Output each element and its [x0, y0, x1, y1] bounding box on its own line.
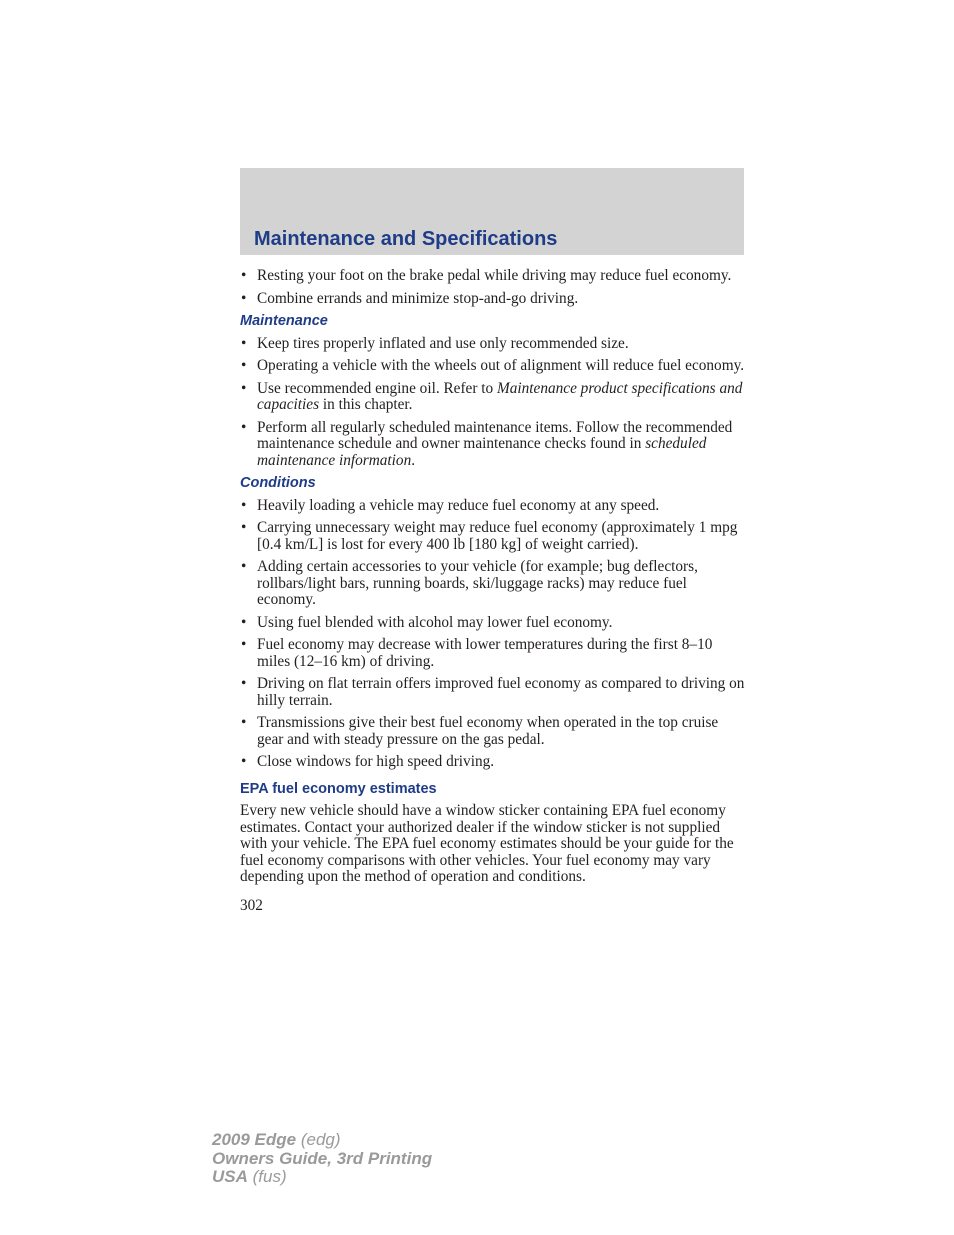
document-footer	[212, 1131, 432, 1187]
conditions-heading: Conditions	[240, 475, 316, 491]
list-item: • Resting your foot on the brake pedal while driving may reduce fuel economy.	[240, 268, 746, 285]
text-span: Use recommended engine oil. Refer to	[257, 379, 497, 397]
section-header-band	[240, 168, 744, 255]
list-item: • Using fuel blended with alcohol may lower fuel economy.	[240, 615, 746, 632]
cross-reference: Maintenance product specifications and capacities	[257, 379, 743, 413]
page-content	[240, 268, 746, 914]
footer-line: Owners Guide, 3rd Printing	[212, 1148, 433, 1168]
list-item: • Carrying unnecessary weight may reduce fuel economy (approximately 1 mpg [0.4 km/L] is lost for every 400 lb [180 kg] of weight carried).	[240, 520, 746, 553]
list-item: • Driving on flat terrain offers improved fuel economy as compared to driving on hilly terrain.	[240, 676, 746, 709]
text-span: .	[411, 451, 416, 469]
market-code: (fus)	[247, 1167, 287, 1186]
list-item: • Transmissions give their best fuel economy when operated in the top cruise gear and with steady pressure on the gas pedal.	[240, 715, 746, 748]
text-span: in this chapter.	[319, 396, 413, 413]
list-item: • Keep tires properly inflated and use only recommended size.	[240, 336, 746, 353]
list-item: • Combine errands and minimize stop-and-go driving.	[240, 291, 746, 308]
list-item	[240, 381, 746, 414]
footer-line	[212, 1168, 432, 1187]
maintenance-bullet-list	[240, 336, 746, 470]
model-code: (edg)	[296, 1130, 341, 1149]
conditions-bullet-list	[240, 498, 746, 771]
list-item	[240, 420, 746, 470]
market-name: USA	[212, 1167, 248, 1186]
page-number: 302	[240, 896, 263, 914]
intro-bullet-list	[240, 268, 746, 307]
text-span: Perform all regularly scheduled maintenance items. Follow the recommended maintenance schedule and owner maintenance checks found in	[257, 418, 733, 452]
list-item: • Close windows for high speed driving.	[240, 754, 746, 771]
epa-heading: EPA fuel economy estimates	[240, 780, 437, 797]
epa-paragraph: Every new vehicle should have a window sticker containing EPA fuel economy estimates. Contact your authorized dealer if the window sticker is not supplied with your vehicle. The EPA fuel economy estimates should be your guide for the fuel economy comparisons with other vehicles. Your fuel economy may vary depending upon the method of operation and conditions.	[240, 802, 734, 885]
list-item: • Fuel economy may decrease with lower temperatures during the first 8–10 miles (12–16 km) of driving.	[240, 637, 746, 670]
section-title: Maintenance and Specifications	[254, 228, 558, 250]
footer-line	[212, 1131, 432, 1150]
list-item: • Adding certain accessories to your vehicle (for example; bug deflectors, rollbars/light bars, running boards, ski/luggage racks) may reduce fuel economy.	[240, 559, 746, 609]
maintenance-heading: Maintenance	[240, 313, 328, 329]
cross-reference: scheduled maintenance information	[257, 435, 707, 469]
model-name: 2009 Edge	[212, 1130, 297, 1149]
list-item: • Operating a vehicle with the wheels out of alignment will reduce fuel economy.	[240, 358, 746, 375]
list-item: • Heavily loading a vehicle may reduce fuel economy at any speed.	[240, 498, 746, 515]
